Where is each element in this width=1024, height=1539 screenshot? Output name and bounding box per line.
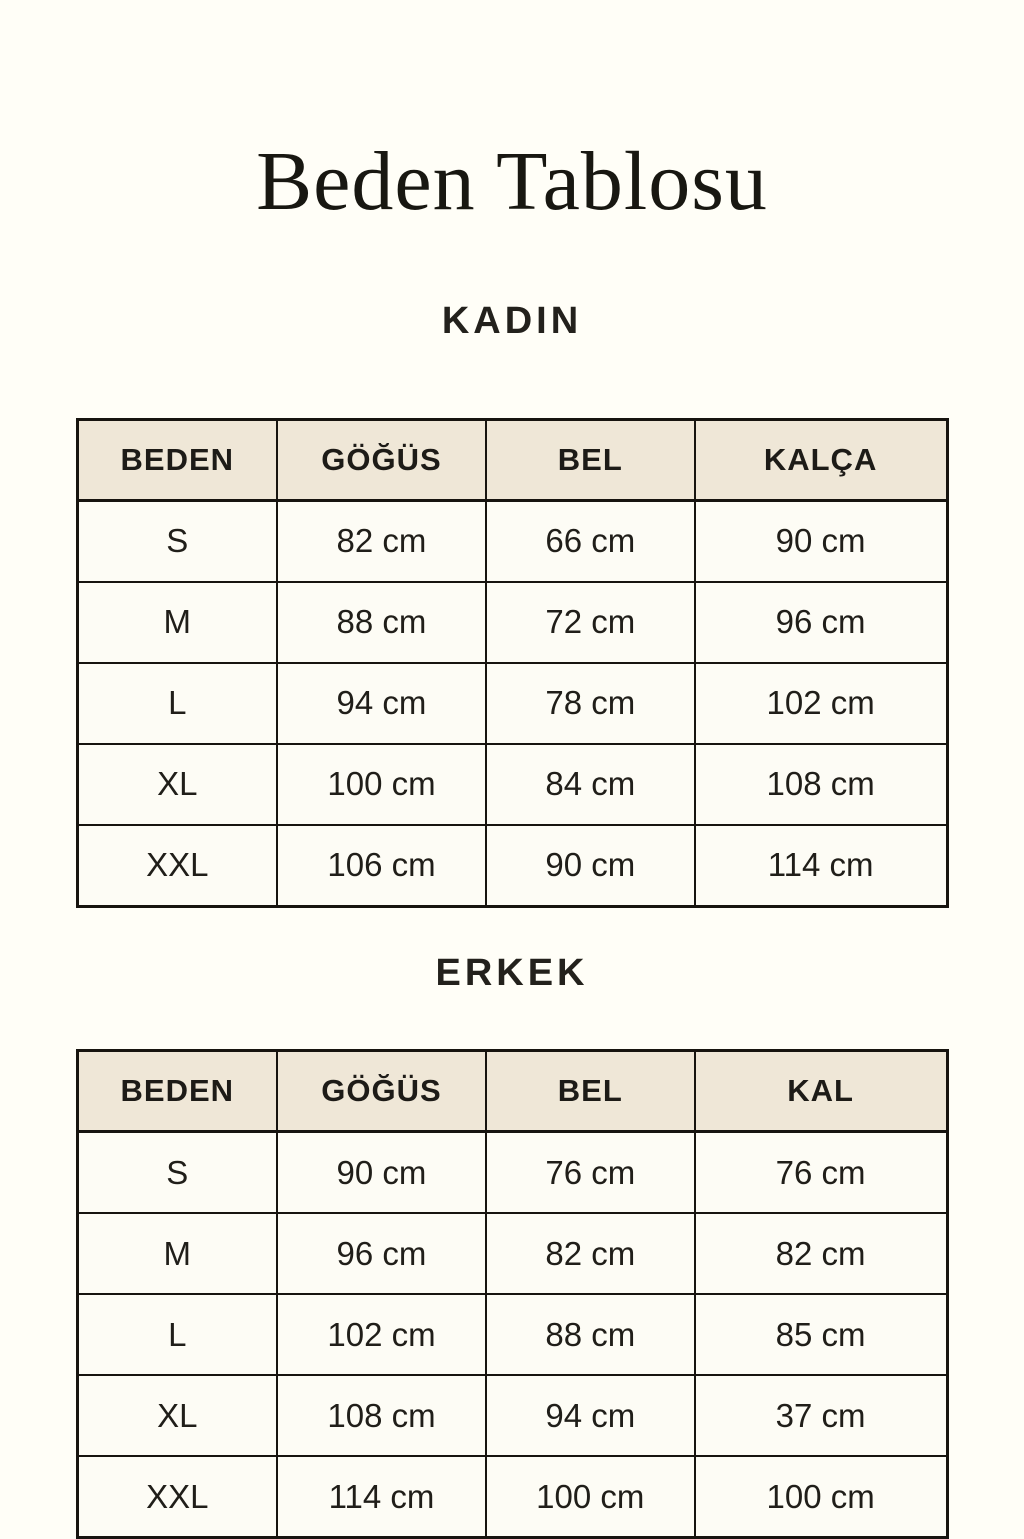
size-cell: XXL	[77, 825, 277, 907]
size-row-s	[77, 500, 947, 582]
size-cell: M	[77, 1213, 277, 1294]
size-cell: 90 cm	[277, 1132, 486, 1214]
column-header-beden: BEDEN	[77, 419, 277, 500]
size-row-l	[77, 1294, 947, 1375]
size-cell: 88 cm	[486, 1294, 695, 1375]
size-cell: 108 cm	[695, 744, 947, 825]
size-cell: XXL	[77, 1456, 277, 1538]
size-row-xxl	[77, 825, 947, 907]
size-cell: 108 cm	[277, 1375, 486, 1456]
column-header-gogus: GÖĞÜS	[277, 419, 486, 500]
size-cell: 106 cm	[277, 825, 486, 907]
size-cell: 100 cm	[695, 1456, 947, 1538]
column-header-bel: BEL	[486, 419, 695, 500]
size-row-xl	[77, 744, 947, 825]
erkek-header-row	[77, 1051, 947, 1132]
size-cell: 102 cm	[695, 663, 947, 744]
size-cell: 84 cm	[486, 744, 695, 825]
size-cell: 114 cm	[695, 825, 947, 907]
size-cell: 96 cm	[695, 582, 947, 663]
size-cell: L	[77, 1294, 277, 1375]
size-cell: 82 cm	[486, 1213, 695, 1294]
page-title: Beden Tablosu	[256, 135, 768, 228]
size-cell: 100 cm	[277, 744, 486, 825]
size-cell: 66 cm	[486, 500, 695, 582]
column-header-kal: KAL	[695, 1051, 947, 1132]
size-cell: 94 cm	[277, 663, 486, 744]
size-cell: 76 cm	[695, 1132, 947, 1214]
size-cell: 114 cm	[277, 1456, 486, 1538]
size-cell: 85 cm	[695, 1294, 947, 1375]
size-row-xl	[77, 1375, 947, 1456]
size-row-xxl	[77, 1456, 947, 1538]
column-header-kalca: KALÇA	[695, 419, 947, 500]
size-cell: XL	[77, 744, 277, 825]
size-cell: 96 cm	[277, 1213, 486, 1294]
size-cell: 76 cm	[486, 1132, 695, 1214]
size-row-s	[77, 1132, 947, 1214]
size-row-l	[77, 663, 947, 744]
size-cell: 78 cm	[486, 663, 695, 744]
size-cell: S	[77, 500, 277, 582]
size-cell: 88 cm	[277, 582, 486, 663]
size-cell: 90 cm	[486, 825, 695, 907]
size-cell: S	[77, 1132, 277, 1214]
section-title-erkek: ERKEK	[435, 951, 589, 994]
size-cell: L	[77, 663, 277, 744]
column-header-gogus: GÖĞÜS	[277, 1051, 486, 1132]
size-cell: 82 cm	[277, 500, 486, 582]
size-cell: 82 cm	[695, 1213, 947, 1294]
size-cell: 94 cm	[486, 1375, 695, 1456]
column-header-beden: BEDEN	[77, 1051, 277, 1132]
size-row-m	[77, 1213, 947, 1294]
size-row-m	[77, 582, 947, 663]
erkek-size-table	[76, 1049, 949, 1539]
kadin-header-row	[77, 419, 947, 500]
column-header-bel: BEL	[486, 1051, 695, 1132]
size-cell: 90 cm	[695, 500, 947, 582]
section-title-kadin: KADIN	[441, 300, 583, 342]
size-cell: M	[77, 582, 277, 663]
size-cell: XL	[77, 1375, 277, 1456]
size-cell: 100 cm	[486, 1456, 695, 1538]
kadin-size-table	[76, 418, 949, 908]
size-cell: 72 cm	[486, 582, 695, 663]
size-cell: 102 cm	[277, 1294, 486, 1375]
size-cell: 37 cm	[695, 1375, 947, 1456]
